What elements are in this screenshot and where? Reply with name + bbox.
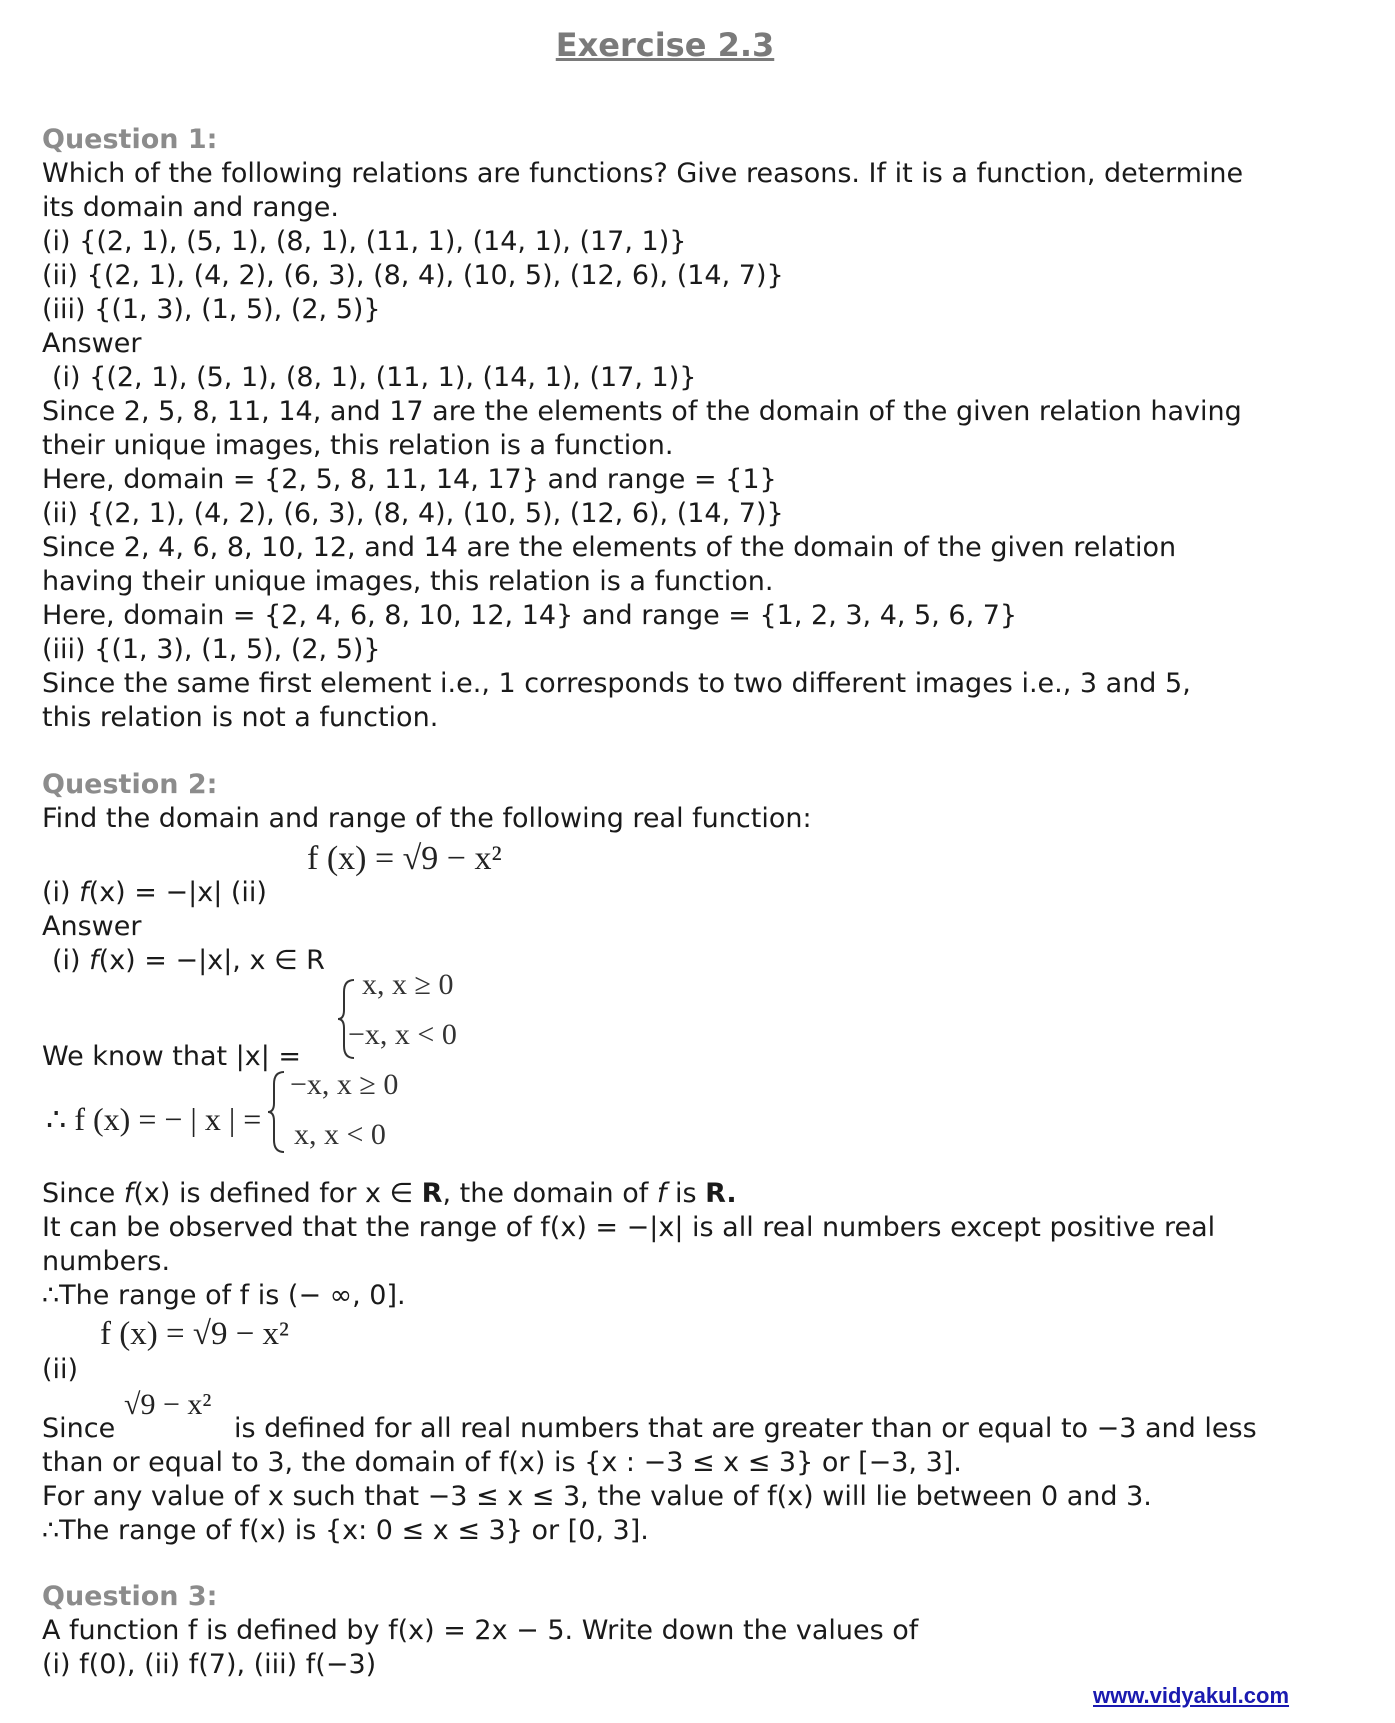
q2-answer-text: than or equal to 3, the domain of f(x) is {x : −3 ≤ x ≤ 3} or [−3, 3]. [42, 1447, 962, 1478]
sqrt-expression: f (x) = √9 − x² [100, 1316, 289, 1352]
brace [266, 1070, 288, 1154]
piecewise-case: −x, x < 0 [348, 1018, 457, 1051]
sqrt-expression: √9 − x² [124, 1388, 212, 1421]
question-3-heading: Question 3: [42, 1581, 218, 1612]
question-1-heading: Question 1: [42, 124, 218, 155]
q1-answer-text: Since the same first element i.e., 1 corresponds to two different images i.e., 3 and 5, [42, 668, 1191, 699]
q2-text: Find the domain and range of the following real function: [42, 803, 812, 834]
therefore-expression: ∴ f (x) = − | x | = [46, 1101, 262, 1137]
piecewise-case: x, x ≥ 0 [362, 968, 454, 1001]
q1-answer-iii: (iii) {(1, 3), (1, 5), (2, 5)} [42, 634, 381, 665]
q1-text: its domain and range. [42, 192, 339, 223]
q2-domain-text: Since f(x) is defined for x ∈ R, the domain of f is R. [42, 1178, 737, 1209]
q1-answer-ii: (ii) {(2, 1), (4, 2), (6, 3), (8, 4), (10, 5), (12, 6), (14, 7)} [42, 498, 784, 529]
q1-text: Which of the following relations are functions? Give reasons. If it is a function, determine [42, 158, 1244, 189]
q2-answer-text: Since [42, 1413, 116, 1444]
q2-answer-text: numbers. [42, 1246, 171, 1277]
footer-link[interactable]: www.vidyakul.com [1093, 1683, 1290, 1708]
q1-answer-label: Answer [42, 328, 142, 359]
q1-answer-text: Since 2, 5, 8, 11, 14, and 17 are the elements of the domain of the given relation having [42, 396, 1242, 427]
piecewise-case: −x, x ≥ 0 [290, 1068, 399, 1101]
q2-answer-i: (i) f(x) = −|x|, x ∈ R [52, 945, 325, 976]
q1-part-ii: (ii) {(2, 1), (4, 2), (6, 3), (8, 4), (10, 5), (12, 6), (14, 7)} [42, 260, 784, 291]
q2-range-i: ∴The range of f is (− ∞, 0]. [42, 1280, 406, 1311]
q3-parts: (i) f(0), (ii) f(7), (iii) f(−3) [42, 1649, 377, 1680]
q2-know-text: We know that |x| = [42, 1041, 302, 1072]
q1-answer-text: Since 2, 4, 6, 8, 10, 12, and 14 are the elements of the domain of the given relation [42, 532, 1177, 563]
q2-answer-ii-label: (ii) [42, 1354, 79, 1385]
q2-answer-text: For any value of x such that −3 ≤ x ≤ 3, the value of f(x) will lie between 0 and 3. [42, 1481, 1152, 1512]
q2-answer-text: It can be observed that the range of f(x) = −|x| is all real numbers except positive real [42, 1212, 1216, 1243]
q1-answer-text: their unique images, this relation is a function. [42, 430, 674, 461]
q1-answer-text: having their unique images, this relation is a function. [42, 566, 774, 597]
q1-answer-text: Here, domain = {2, 4, 6, 8, 10, 12, 14} and range = {1, 2, 3, 4, 5, 6, 7} [42, 600, 1018, 631]
page-title: Exercise 2.3 [555, 26, 775, 64]
q1-answer-text: Here, domain = {2, 5, 8, 11, 14, 17} and range = {1} [42, 464, 777, 495]
q3-text: A function f is defined by f(x) = 2x − 5. Write down the values of [42, 1615, 919, 1646]
piecewise-case: x, x < 0 [294, 1118, 386, 1151]
q1-answer-i: (i) {(2, 1), (5, 1), (8, 1), (11, 1), (14, 1), (17, 1)} [52, 362, 697, 393]
question-2-heading: Question 2: [42, 769, 218, 800]
q1-answer-text: this relation is not a function. [42, 702, 439, 733]
q1-part-iii: (iii) {(1, 3), (1, 5), (2, 5)} [42, 294, 381, 325]
q2-parts: (i) f(x) = −|x| (ii) [42, 877, 267, 908]
q2-answer-label: Answer [42, 911, 142, 942]
q2-range-ii: ∴The range of f(x) is {x: 0 ≤ x ≤ 3} or [0, 3]. [42, 1515, 649, 1546]
sqrt-expression: f (x) = √9 − x² [307, 840, 502, 877]
q2-answer-text: is defined for all real numbers that are greater than or equal to −3 and less [234, 1413, 1257, 1444]
q1-part-i: (i) {(2, 1), (5, 1), (8, 1), (11, 1), (14, 1), (17, 1)} [42, 226, 687, 257]
